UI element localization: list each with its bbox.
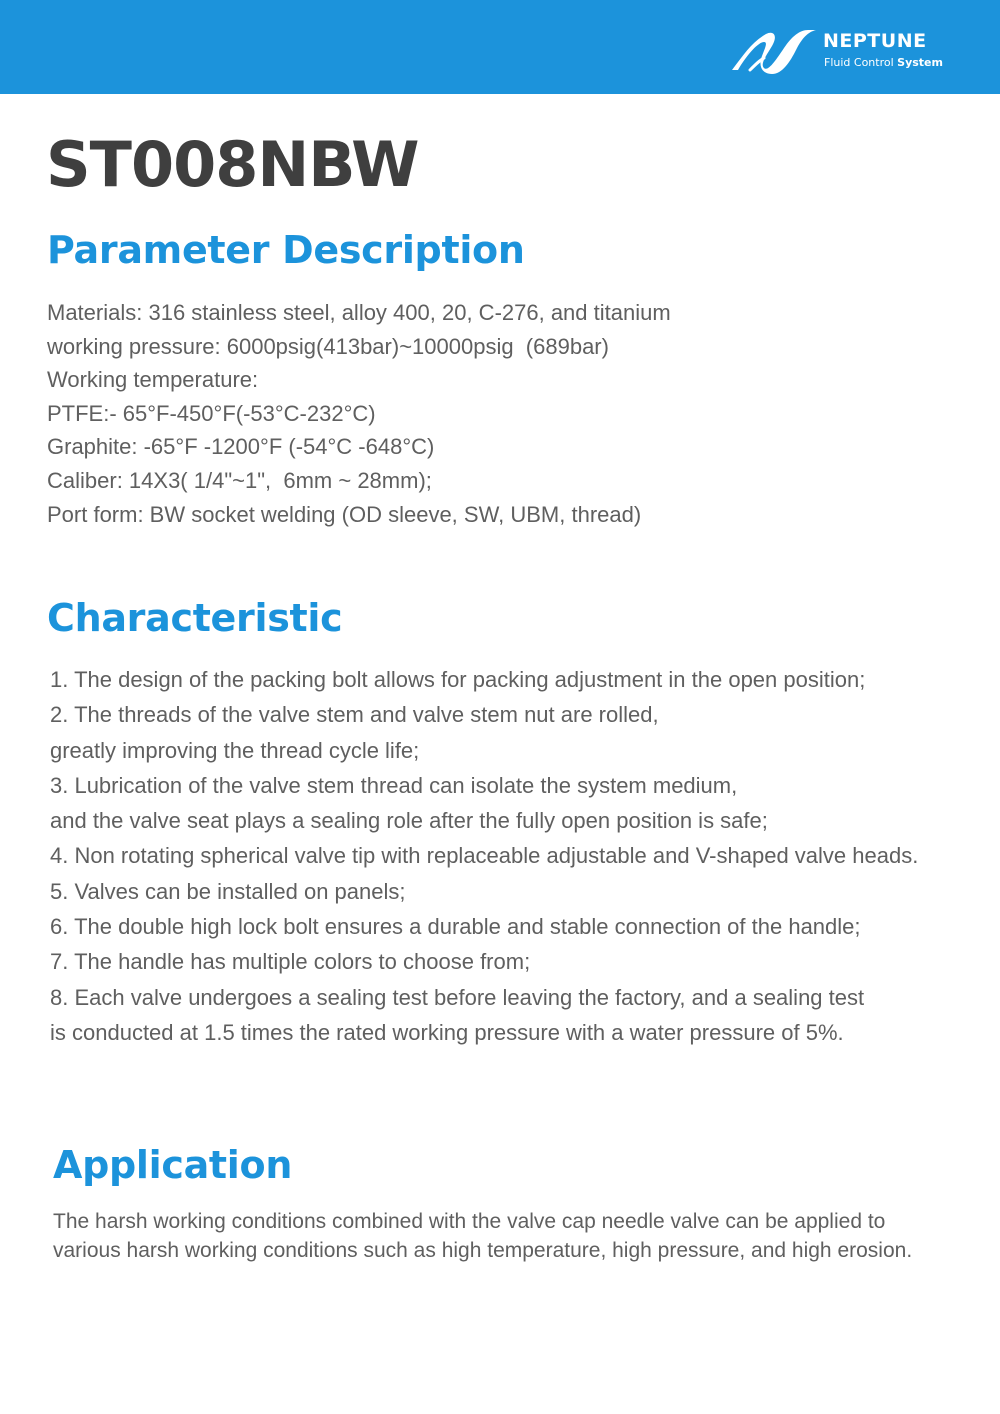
- characteristic-line: greatly improving the thread cycle life;: [50, 737, 420, 763]
- characteristic-line: 3. Lubrication of the valve stem thread can isolate the system medium,: [50, 772, 738, 798]
- characteristic-line: 8. Each valve undergoes a sealing test before leaving the factory, and a sealing test: [50, 984, 865, 1010]
- characteristic-heading: Characteristic: [47, 596, 343, 640]
- characteristic-line: and the valve seat plays a sealing role after the fully open position is safe;: [50, 808, 768, 834]
- application-text: The harsh working conditions combined with the valve cap needle valve can be applied to various harsh working conditions such as high temperature, high pressure, and high erosion.: [53, 1210, 913, 1262]
- parameter-line: Port form: BW socket welding (OD sleeve, SW, UBM, thread): [47, 501, 642, 527]
- parameter-description-heading: Parameter Description: [47, 228, 525, 272]
- parameter-line: Graphite: -65°F -1200°F (-54°C -648°C): [47, 434, 435, 460]
- brand-logo[interactable]: [730, 22, 960, 78]
- characteristic-line: 5. Valves can be installed on panels;: [50, 878, 406, 904]
- characteristic-list: [50, 662, 918, 1050]
- parameter-line: working pressure: 6000psig(413bar)~10000psig (689bar): [47, 333, 609, 359]
- parameter-line: Working temperature:: [47, 367, 259, 393]
- characteristic-line: 1. The design of the packing bolt allows for packing adjustment in the open position;: [50, 667, 866, 692]
- parameter-list: [47, 296, 671, 531]
- application-heading: Application: [53, 1143, 293, 1187]
- brand-tagline: [824, 56, 943, 69]
- characteristic-line: 2. The threads of the valve stem and valve stem nut are rolled,: [50, 702, 659, 728]
- characteristic-line: 7. The handle has multiple colors to choose from;: [50, 949, 531, 975]
- parameter-line: Materials: 316 stainless steel, alloy 400, 20, C-276, and titanium: [47, 300, 671, 325]
- characteristic-line: is conducted at 1.5 times the rated working pressure with a water pressure of 5%.: [50, 1019, 844, 1045]
- header-band: [0, 0, 1000, 94]
- brand-tagline-prefix: Fluid Control: [824, 56, 898, 69]
- parameter-line: Caliber: 14X3( 1/4"~1", 6mm ~ 28mm);: [47, 467, 432, 493]
- neptune-wave-logo-icon: [730, 24, 820, 76]
- characteristic-line: 4. Non rotating spherical valve tip with replaceable adjustable and V-shaped valve heads.: [50, 843, 919, 869]
- parameter-line: PTFE:- 65°F-450°F(-53°C-232°C): [47, 400, 376, 426]
- characteristic-line: 6. The double high lock bolt ensures a durable and stable connection of the handle;: [50, 914, 861, 940]
- product-title: ST008NBW: [46, 128, 419, 201]
- brand-tagline-bold: System: [897, 56, 943, 69]
- brand-name: NEPTUNE: [823, 30, 927, 52]
